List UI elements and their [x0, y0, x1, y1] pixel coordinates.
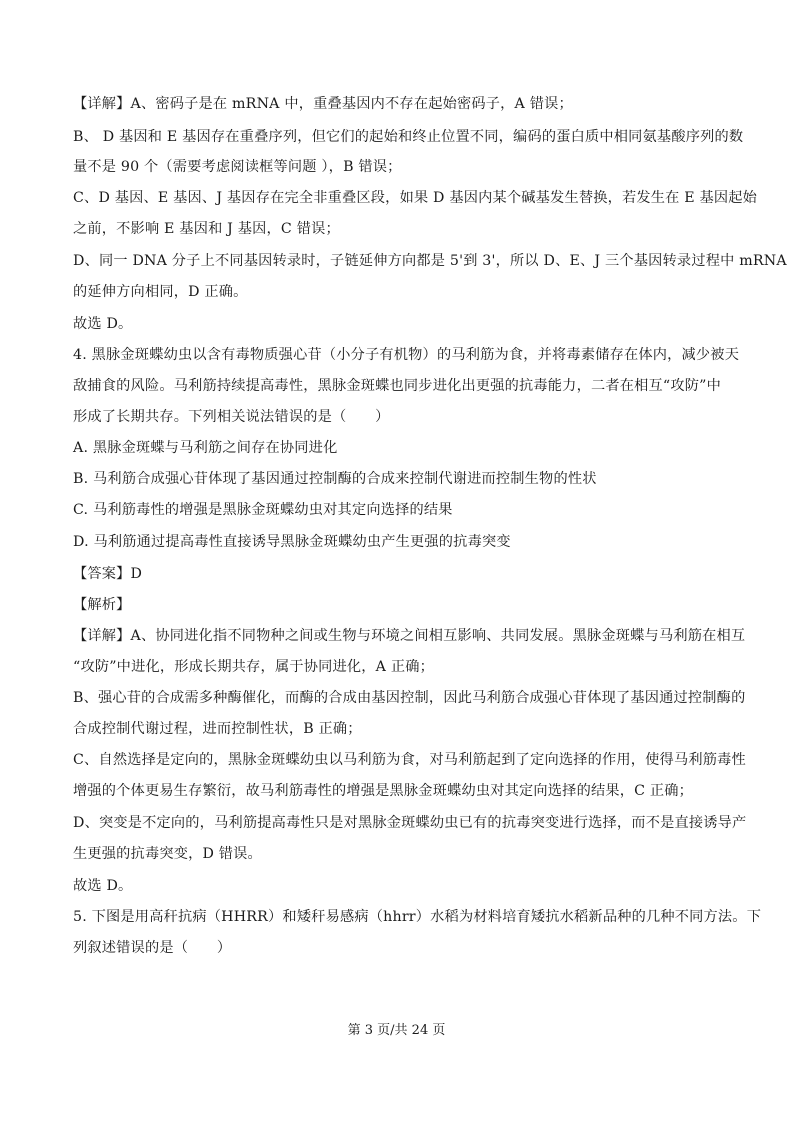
text-line: 合成控制代谢过程，进而控制性状，B 正确；	[73, 721, 362, 737]
answer-label: 【答案】D	[73, 566, 143, 582]
text-line: 增强的个体更易生存繁衍，故马利筋毒性的增强是黑脉金斑蝶幼虫对其定向选择的结果，C 正确；	[73, 783, 694, 799]
question-4-stem: 敌捕食的风险。马利筋持续提高毒性，黑脉金斑蝶也同步进化出更强的抗毒能力，二者在相互“攻防”中	[73, 378, 721, 394]
option-c: C. 马利筋毒性的增强是黑脉金斑蝶幼虫对其定向选择的结果	[73, 502, 453, 518]
text-line: 【详解】A、协同进化指不同物种之间或生物与环境之间相互影响、共同发展。黑脉金斑蝶与马利筋在相互	[73, 628, 746, 644]
text-line: C、D 基因、E 基因、J 基因存在完全非重叠区段，如果 D 基因内某个碱基发生替换，若发生在 E 基因起始	[73, 190, 758, 206]
option-b: B. 马利筋合成强心苷体现了基因通过控制酶的合成来控制代谢进而控制生物的性状	[73, 471, 597, 487]
question-5-stem: 5. 下图是用高秆抗病（HHRR）和矮秆易感病（hhrr）水稻为材料培育矮抗水稻新品种的几种不同方法。下	[73, 909, 762, 925]
text-line: 故选 D。	[73, 316, 133, 332]
question-5-stem: 列叙述错误的是（ ）	[73, 940, 232, 956]
option-d: D. 马利筋通过提高毒性直接诱导黑脉金斑蝶幼虫产生更强的抗毒突变	[73, 534, 511, 550]
text-line: 量不是 90 个（需要考虑阅读框等问题 ），B 错误；	[73, 159, 402, 175]
text-line: 生更强的抗毒突变，D 错误。	[73, 846, 262, 862]
text-line: B、 D 基因和 E 基因存在重叠序列，但它们的起始和终止位置不同，编码的蛋白质中相同氨基酸序列的数	[73, 129, 744, 145]
text-line: 【详解】A、密码子是在 mRNA 中，重叠基因内不存在起始密码子，A 错误；	[73, 96, 573, 112]
text-line: D、突变是不定向的，马利筋提高毒性只是对黑脉金斑蝶幼虫已有的抗毒突变进行选择，而不是直接诱导产	[73, 815, 747, 831]
question-4-stem: 形成了长期共存。下列相关说法错误的是（ ）	[73, 409, 390, 425]
analysis-label: 【解析】	[73, 597, 131, 613]
text-line: “攻防”中进化，形成长期共存，属于协同进化，A 正确；	[73, 659, 434, 675]
option-a: A. 黑脉金斑蝶与马利筋之间存在协同进化	[73, 440, 338, 456]
page-number: 第 3 页/共 24 页	[347, 1023, 446, 1038]
text-line: 的延伸方向相同，D 正确。	[73, 284, 248, 300]
text-line: 故选 D。	[73, 878, 133, 894]
text-line: 之前，不影响 E 基因和 J 基因，C 错误；	[73, 221, 340, 237]
text-line: C、自然选择是定向的，黑脉金斑蝶幼虫以马利筋为食，对马利筋起到了定向选择的作用，使得马利筋毒性	[73, 752, 746, 768]
question-4-stem: 4. 黑脉金斑蝶幼虫以含有毒物质强心苷（小分子有机物）的马利筋为食，并将毒素储存在体内，减少被天	[73, 347, 740, 363]
text-line: B、强心苷的合成需多种酶催化，而酶的合成由基因控制，因此马利筋合成强心苷体现了基因通过控制酶的	[73, 690, 746, 706]
text-line: D、同一 DNA 分子上不同基因转录时，子链延伸方向都是 5'到 3'，所以 D、E、J 三个基因转录过程中 mRNA	[73, 253, 787, 269]
